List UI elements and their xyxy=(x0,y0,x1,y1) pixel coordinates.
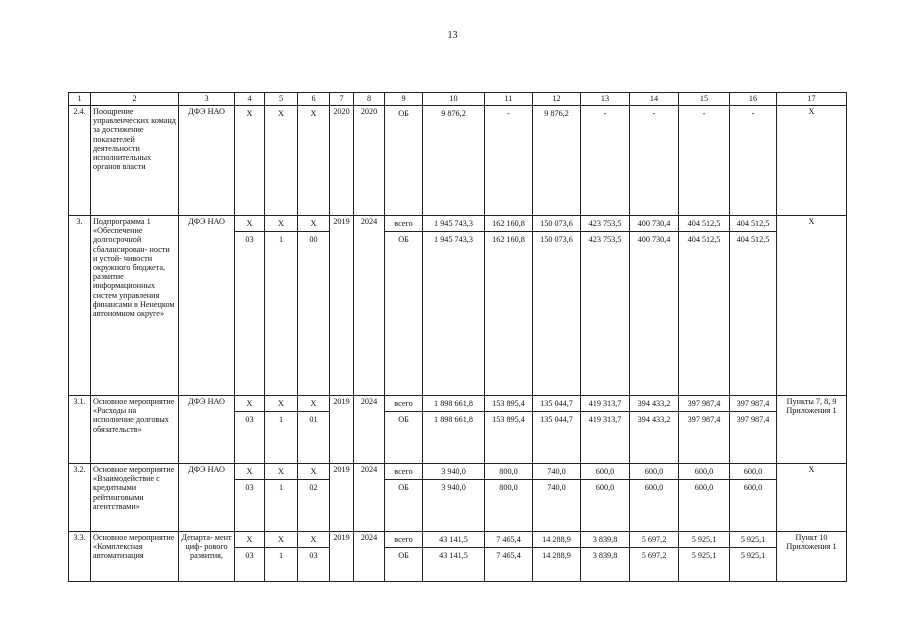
amount-col-10 xyxy=(423,106,485,216)
amount-col-14 xyxy=(630,216,679,396)
funding-source-label: всего xyxy=(385,532,422,548)
row-organization: ДФЭ НАО xyxy=(179,396,235,464)
header-col-2: 2 xyxy=(91,93,179,106)
amount-value: 800,0 xyxy=(499,483,518,492)
budget-code-c6 xyxy=(298,464,330,532)
amount-value: 1 945 743,3 xyxy=(434,235,473,244)
amount-value: 800,0 xyxy=(485,464,532,480)
header-col-8: 8 xyxy=(354,93,385,106)
row-number: 3. xyxy=(69,216,91,396)
header-col-3: 3 xyxy=(179,93,235,106)
amount-value: 162 160,8 xyxy=(485,216,532,232)
amount-value: 135 044,7 xyxy=(533,396,580,412)
code-value: Х xyxy=(298,464,329,480)
header-col-5: 5 xyxy=(265,93,298,106)
budget-code-c6 xyxy=(298,106,330,216)
funding-source-label: всего xyxy=(385,464,422,480)
header-col-11: 11 xyxy=(485,93,533,106)
amount-col-15 xyxy=(679,216,730,396)
amount-value: 43 141,5 xyxy=(423,532,484,548)
amount-value: 150 073,6 xyxy=(533,216,580,232)
amount-value: 162 160,8 xyxy=(492,235,525,244)
amount-value: 404 512,5 xyxy=(736,235,770,244)
amount-col-15 xyxy=(679,396,730,464)
amount-value: 1 898 661,8 xyxy=(423,396,484,412)
code-value: 03 xyxy=(245,483,254,492)
budget-code-c5 xyxy=(265,464,298,532)
budget-code-c6 xyxy=(298,532,330,582)
amount-value: 14 288,9 xyxy=(542,551,571,560)
code-value: Х xyxy=(278,109,284,118)
funding-source xyxy=(385,106,423,216)
code-value: Х xyxy=(298,216,329,232)
row-organization: Департа- мент циф- рового развития, xyxy=(179,532,235,582)
amount-col-15 xyxy=(679,106,730,216)
amount-value: 600,0 xyxy=(630,464,678,480)
budget-code-c6 xyxy=(298,216,330,396)
table-row xyxy=(69,396,847,464)
end-year: 2024 xyxy=(354,532,385,582)
code-value: Х xyxy=(235,216,264,232)
header-col-15: 15 xyxy=(679,93,730,106)
code-value: 1 xyxy=(278,483,284,492)
amount-value: 1 898 661,8 xyxy=(434,415,473,424)
amount-col-16 xyxy=(730,106,777,216)
header-row xyxy=(69,93,847,106)
amount-col-10 xyxy=(423,216,485,396)
amount-value: 600,0 xyxy=(644,483,664,492)
amount-col-12 xyxy=(533,396,581,464)
amount-col-16 xyxy=(730,396,777,464)
row-number: 3.3. xyxy=(69,532,91,582)
amount-value: 419 313,7 xyxy=(581,396,629,412)
amount-col-13 xyxy=(581,532,630,582)
amount-value: 394 433,2 xyxy=(630,396,678,412)
amount-col-14 xyxy=(630,396,679,464)
code-value: Х xyxy=(298,396,329,412)
funding-source-label: ОБ xyxy=(398,551,409,560)
amount-value: 600,0 xyxy=(730,464,776,480)
code-value: Х xyxy=(310,109,317,118)
budget-code-c5 xyxy=(265,106,298,216)
amount-col-11 xyxy=(485,464,533,532)
end-year: 2024 xyxy=(354,216,385,396)
budget-code-c4 xyxy=(235,464,265,532)
budget-code-c4 xyxy=(235,106,265,216)
amount-value: 5 925,1 xyxy=(691,551,717,560)
amount-col-14 xyxy=(630,532,679,582)
funding-source-label: ОБ xyxy=(398,109,409,118)
amount-value: - xyxy=(603,109,607,118)
amount-col-12 xyxy=(533,532,581,582)
amount-col-13 xyxy=(581,106,630,216)
header-col-17: 17 xyxy=(777,93,847,106)
amount-value: 397 987,4 xyxy=(736,415,770,424)
start-year: 2019 xyxy=(330,532,354,582)
row-name: Подпрограмма 1 «Обеспечение долгосрочной сбалансирован- ности и устой- чивости окружного бюджета, развитие информационных систем управления финансами в Ненецком автономном округе» xyxy=(91,216,179,396)
program-table xyxy=(68,92,847,582)
amount-col-12 xyxy=(533,106,581,216)
row-number: 2.4. xyxy=(69,106,91,216)
row-note: Пункты 7, 8, 9 Приложения 1 xyxy=(777,396,847,464)
amount-value: 397 987,4 xyxy=(730,396,776,412)
amount-value: 740,0 xyxy=(533,464,580,480)
end-year: 2024 xyxy=(354,464,385,532)
code-value: Х xyxy=(265,396,297,412)
amount-value: 153 895,4 xyxy=(485,396,532,412)
header-col-10: 10 xyxy=(423,93,485,106)
funding-source xyxy=(385,532,423,582)
header-col-6: 6 xyxy=(298,93,330,106)
amount-value: 419 313,7 xyxy=(588,415,622,424)
amount-value: 5 925,1 xyxy=(730,532,776,548)
code-value: Х xyxy=(235,532,264,548)
start-year: 2019 xyxy=(330,216,354,396)
amount-value: 3 839,8 xyxy=(581,532,629,548)
budget-code-c5 xyxy=(265,396,298,464)
row-name: Основное мероприятие «Взаимодействие с кредитными рейтинговыми агентствами» xyxy=(91,464,179,532)
table-row xyxy=(69,216,847,396)
amount-value: 3 839,8 xyxy=(592,551,618,560)
amount-value: 600,0 xyxy=(743,483,763,492)
row-organization: ДФЭ НАО xyxy=(179,216,235,396)
amount-value: 600,0 xyxy=(581,464,629,480)
amount-col-10 xyxy=(423,532,485,582)
amount-value: 404 512,5 xyxy=(687,235,721,244)
code-value: 03 xyxy=(309,551,318,560)
funding-source xyxy=(385,396,423,464)
end-year: 2024 xyxy=(354,396,385,464)
table-body xyxy=(69,93,847,582)
amount-col-11 xyxy=(485,396,533,464)
code-value: 03 xyxy=(245,235,254,244)
amount-value: 740,0 xyxy=(547,483,566,492)
amount-value: - xyxy=(702,109,706,118)
amount-col-15 xyxy=(679,464,730,532)
amount-value: 397 987,4 xyxy=(687,415,721,424)
header-col-1: 1 xyxy=(69,93,91,106)
amount-value: 3 940,0 xyxy=(441,483,466,492)
funding-source-label: ОБ xyxy=(398,415,409,424)
amount-value: 7 465,4 xyxy=(485,532,532,548)
budget-code-c5 xyxy=(265,216,298,396)
amount-value: - xyxy=(652,109,656,118)
code-value: Х xyxy=(246,109,253,118)
page-number: 13 xyxy=(447,30,458,41)
amount-value: 1 945 743,3 xyxy=(423,216,484,232)
amount-value: 9 876,2 xyxy=(544,109,569,118)
start-year: 2019 xyxy=(330,464,354,532)
row-number: 3.2. xyxy=(69,464,91,532)
amount-value: 400 730,4 xyxy=(637,235,671,244)
code-value: Х xyxy=(235,396,264,412)
amount-value: 600,0 xyxy=(679,464,729,480)
amount-value: 400 730,4 xyxy=(630,216,678,232)
table-row xyxy=(69,106,847,216)
header-col-4: 4 xyxy=(235,93,265,106)
table-row xyxy=(69,464,847,532)
amount-col-11 xyxy=(485,532,533,582)
amount-col-16 xyxy=(730,464,777,532)
row-organization: ДФЭ НАО xyxy=(179,464,235,532)
code-value: 03 xyxy=(245,551,254,560)
amount-value: 394 433,2 xyxy=(637,415,671,424)
amount-value: 14 288,9 xyxy=(533,532,580,548)
amount-value: 3 940,0 xyxy=(423,464,484,480)
funding-source xyxy=(385,216,423,396)
row-note: Х xyxy=(777,216,847,396)
code-value: 01 xyxy=(309,415,318,424)
code-value: 1 xyxy=(278,551,284,560)
amount-col-16 xyxy=(730,532,777,582)
amount-value: 404 512,5 xyxy=(730,216,776,232)
amount-value: 423 753,5 xyxy=(588,235,622,244)
header-col-13: 13 xyxy=(581,93,630,106)
funding-source xyxy=(385,464,423,532)
amount-col-11 xyxy=(485,106,533,216)
amount-value: 5 697,2 xyxy=(641,551,667,560)
amount-value: 43 141,5 xyxy=(439,551,468,560)
row-number: 3.1. xyxy=(69,396,91,464)
amount-col-14 xyxy=(630,464,679,532)
start-year: 2020 xyxy=(330,106,354,216)
code-value: 03 xyxy=(245,415,254,424)
amount-value: 150 073,6 xyxy=(540,235,573,244)
row-organization: ДФЭ НАО xyxy=(179,106,235,216)
header-col-16: 16 xyxy=(730,93,777,106)
header-col-9: 9 xyxy=(385,93,423,106)
amount-value: 5 925,1 xyxy=(679,532,729,548)
code-value: Х xyxy=(265,464,297,480)
header-col-14: 14 xyxy=(630,93,679,106)
amount-col-15 xyxy=(679,532,730,582)
amount-value: 404 512,5 xyxy=(679,216,729,232)
amount-value: - xyxy=(751,109,755,118)
row-name: Поощрение управленческих команд за достижение показателей деятельности исполнительных органов власти xyxy=(91,106,179,216)
amount-col-14 xyxy=(630,106,679,216)
code-value: 1 xyxy=(278,235,284,244)
amount-value: 5 925,1 xyxy=(740,551,766,560)
budget-code-c6 xyxy=(298,396,330,464)
row-name: Основное мероприятие «Комплексная автоматизация xyxy=(91,532,179,582)
code-value: 02 xyxy=(309,483,318,492)
amount-value: 397 987,4 xyxy=(679,396,729,412)
row-note: Пункт 10 Приложения 1 xyxy=(777,532,847,582)
budget-code-c4 xyxy=(235,532,265,582)
table-row xyxy=(69,532,847,582)
start-year: 2019 xyxy=(330,396,354,464)
funding-source-label: всего xyxy=(385,396,422,412)
amount-col-10 xyxy=(423,396,485,464)
amount-col-16 xyxy=(730,216,777,396)
amount-value: 600,0 xyxy=(595,483,615,492)
row-note: Х xyxy=(777,106,847,216)
funding-source-label: ОБ xyxy=(398,235,409,244)
amount-value: - xyxy=(507,109,510,118)
funding-source-label: всего xyxy=(385,216,422,232)
amount-col-10 xyxy=(423,464,485,532)
amount-value: 600,0 xyxy=(694,483,714,492)
amount-col-11 xyxy=(485,216,533,396)
code-value: Х xyxy=(265,532,297,548)
amount-value: 423 753,5 xyxy=(581,216,629,232)
amount-col-12 xyxy=(533,464,581,532)
header-col-12: 12 xyxy=(533,93,581,106)
code-value: Х xyxy=(235,464,264,480)
end-year: 2020 xyxy=(354,106,385,216)
amount-value: 153 895,4 xyxy=(492,415,525,424)
row-note: Х xyxy=(777,464,847,532)
budget-code-c5 xyxy=(265,532,298,582)
code-value: 1 xyxy=(278,415,284,424)
budget-code-c4 xyxy=(235,396,265,464)
amount-col-13 xyxy=(581,396,630,464)
header-col-7: 7 xyxy=(330,93,354,106)
code-value: Х xyxy=(265,216,297,232)
amount-value: 9 876,2 xyxy=(441,109,466,118)
amount-value: 5 697,2 xyxy=(630,532,678,548)
code-value: Х xyxy=(298,532,329,548)
amount-value: 7 465,4 xyxy=(496,551,521,560)
amount-col-12 xyxy=(533,216,581,396)
amount-value: 135 044,7 xyxy=(540,415,573,424)
funding-source-label: ОБ xyxy=(398,483,409,492)
budget-code-c4 xyxy=(235,216,265,396)
row-name: Основное мероприятие «Расходы на исполнение долговых обязательств» xyxy=(91,396,179,464)
amount-col-13 xyxy=(581,216,630,396)
amount-col-13 xyxy=(581,464,630,532)
code-value: 00 xyxy=(309,235,318,244)
